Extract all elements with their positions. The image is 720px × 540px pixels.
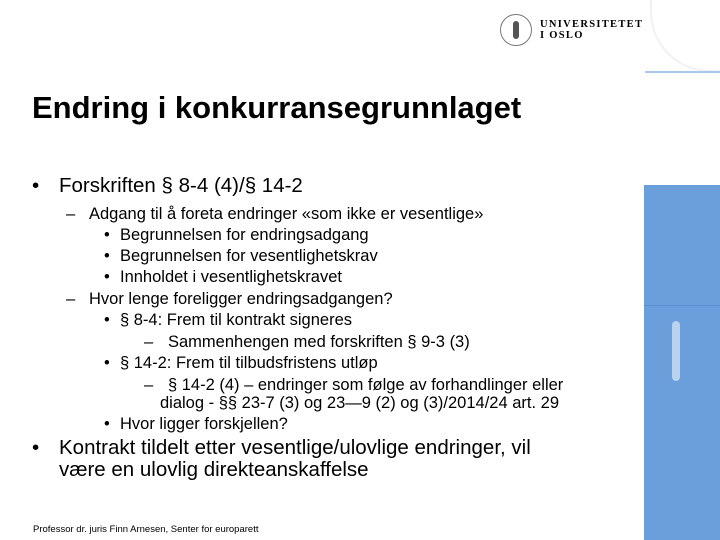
bullet-marker: • xyxy=(104,415,110,433)
logo-line1: UNIVERSITETET xyxy=(540,19,644,30)
bullet-marker: • xyxy=(32,436,40,459)
bullet-marker: • xyxy=(104,247,110,265)
bullet-text: § 14-2 (4) – endringer som følge av forhandlinger eller xyxy=(168,376,564,394)
bullet-marker: • xyxy=(32,174,40,197)
bullet-marker: • xyxy=(104,354,110,372)
bullet-marker: – xyxy=(144,333,154,351)
bullet-marker: • xyxy=(104,226,110,244)
bullet-text: Adgang til å foreta endringer «som ikke er vesentlige» xyxy=(89,205,484,223)
bullet-text: Hvor lenge foreligger endringsadgangen? xyxy=(89,290,393,308)
bullet-text: Kontrakt tildelt etter vesentlige/ulovlige endringer, vil xyxy=(59,436,531,459)
bullet-marker: – xyxy=(144,376,154,394)
sculpture-decoration xyxy=(650,0,720,72)
bullet-text: dialog - §§ 23-7 (3) og 23—9 (2) og (3)/2014/24 art. 29 xyxy=(160,394,559,412)
bullet-marker: – xyxy=(66,205,76,223)
seal-icon xyxy=(500,14,532,46)
bullet-marker: • xyxy=(104,311,110,329)
decorative-blue-band xyxy=(644,185,720,540)
bullet-text: Begrunnelsen for vesentlighetskrav xyxy=(120,247,378,265)
bullet-text: Forskriften § 8-4 (4)/§ 14-2 xyxy=(59,174,303,197)
slide-title: Endring i konkurransegrunnlaget xyxy=(32,90,522,125)
university-logo xyxy=(500,14,643,46)
bullet-marker: • xyxy=(104,268,110,286)
bullet-text: § 8-4: Frem til kontrakt signeres xyxy=(120,311,352,329)
statue-figure xyxy=(672,321,680,381)
footer: Professor dr. juris Finn Arnesen, Senter for europarett xyxy=(33,524,259,535)
bullet-marker: – xyxy=(66,290,76,308)
bullet-text: Innholdet i vesentlighetskravet xyxy=(120,268,342,286)
bullet-text: være en ulovlig direkteanskaffelse xyxy=(59,458,369,481)
bullet-text: Hvor ligger forskjellen? xyxy=(120,415,288,433)
bullet-text: Sammenhengen med forskriften § 9-3 (3) xyxy=(168,333,470,351)
bullet-text: Begrunnelsen for endringsadgang xyxy=(120,226,369,244)
bullet-text: § 14-2: Frem til tilbudsfristens utløp xyxy=(120,354,378,372)
divider xyxy=(645,71,720,73)
logo-line2: I OSLO xyxy=(540,30,584,41)
